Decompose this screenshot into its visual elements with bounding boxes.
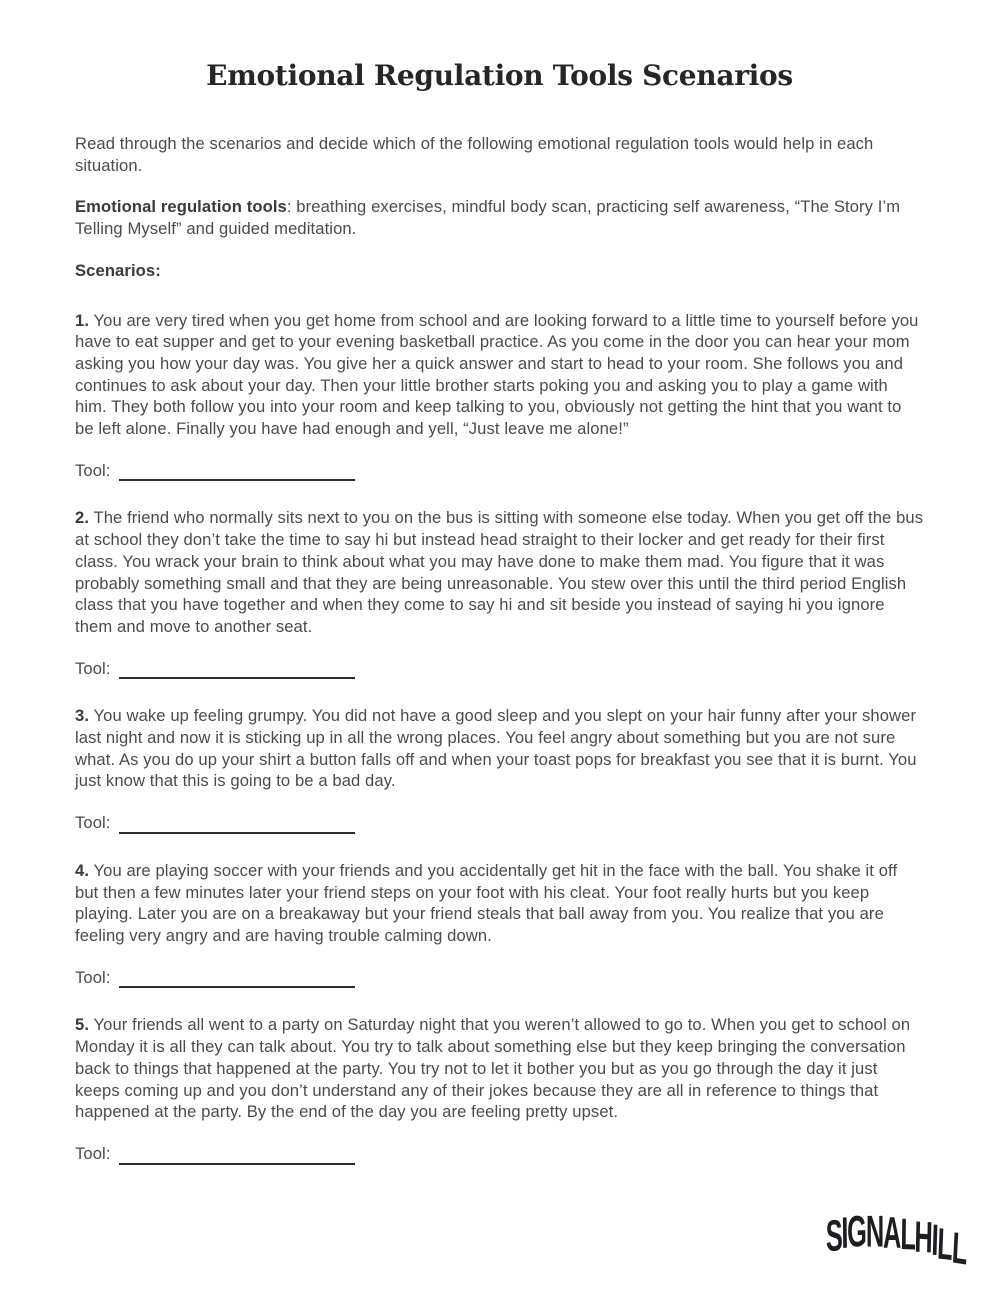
scenario-item-2 (75, 507, 924, 637)
tool-answer-blank-5[interactable] (119, 1144, 355, 1165)
scenario-number: 5. (75, 1015, 90, 1035)
tool-answer-row-1 (75, 460, 924, 482)
tool-answer-blank-2[interactable] (119, 658, 355, 679)
scenario-text: You wake up feeling grumpy. You did not have a good sleep and you slept on your hair funny after your shower last night and now it is sticking up in all the wrong places. You feel angry about something but you are not sure what. As you do up your shirt a button falls off and when your toast pops for breakfast you see that it is burnt. You just know that this is going to be a bad day. (75, 706, 917, 791)
scenario-item-5 (75, 1014, 924, 1123)
tool-answer-row-5 (75, 1143, 924, 1165)
tools-description-label: Emotional regulation tools (75, 197, 287, 217)
tool-answer-blank-3[interactable] (119, 813, 355, 834)
tool-label: Tool: (75, 813, 111, 833)
tools-description (75, 196, 924, 239)
scenario-number: 4. (75, 860, 90, 880)
scenario-text: Your friends all went to a party on Saturday night that you weren’t allowed to go to. When you get to school on Monday it is all they can talk about. You try to talk about something else but they keep bringing the conversation back to things that happened at the party. You try not to let it bother you but as you go through the day it just keeps coming up and you don’t understand any of their jokes because they are all in reference to things that happened at the party. By the end of the day you are feeling pretty upset. (75, 1015, 911, 1122)
scenario-text: The friend who normally sits next to you on the bus is sitting with someone else today. When you get off the bus at school they don’t take the time to say hi but instead head straight to their locker and get ready for their first class. You wrack your brain to think about what you may have done to make them mad. You figure that it was probably something small and that they are being unreasonable. You stew over this until the third period English class that you have together and when they come to say hi and sit beside you instead of saying hi you ignore them and move to another seat. (75, 508, 924, 636)
tools-description-list: : breathing exercises, mindful body scan, practicing self awareness, “The Story I’m Telling Myself” and guided meditation. (75, 197, 901, 239)
tool-label: Tool: (75, 460, 111, 480)
scenario-number: 1. (75, 310, 90, 330)
scenario-item-3 (75, 705, 924, 792)
scenario-number: 2. (75, 508, 90, 528)
tool-label: Tool: (75, 1143, 111, 1163)
scenario-number: 3. (75, 706, 90, 726)
scenario-item-1 (75, 310, 924, 440)
tool-label: Tool: (75, 967, 111, 987)
page-title: Emotional Regulation Tools Scenarios (206, 59, 793, 92)
tool-answer-row-4 (75, 967, 924, 989)
signal-hill-logo: SIGNALHILL (825, 1206, 968, 1275)
scenario-text: You are very tired when you get home from school and are looking forward to a little time to yourself before you have to eat supper and get to your evening basketball practice. As you come in the door you can hear your mom asking you how your day was. You give her a quick answer and start to head to your room. She follows you and continues to ask about your day. Then your little brother starts poking you and asking you to play a game with him. They both follow you into your room and keep talking to you, obviously not getting the hint that you want to be left alone. Finally you have had enough and yell, “Just leave me alone!” (75, 310, 919, 439)
scenario-text: You are playing soccer with your friends and you accidentally get hit in the face with the ball. You shake it off but then a few minutes later your friend steps on your foot with his cleat. Your foot really hurts but you keep playing. Later you are on a breakaway but your friend steals that ball away from you. You realize that you are feeling very angry and are having trouble calming down. (75, 860, 898, 945)
scenarios-heading: Scenarios: (75, 260, 161, 280)
tool-answer-blank-4[interactable] (119, 967, 355, 988)
tool-answer-row-2 (75, 658, 924, 680)
tool-answer-blank-1[interactable] (119, 460, 355, 481)
tool-label: Tool: (75, 658, 111, 678)
intro-text: Read through the scenarios and decide which of the following emotional regulation tools would help in each situation. (75, 134, 874, 175)
scenario-item-4 (75, 860, 924, 947)
tool-answer-row-3 (75, 812, 924, 834)
